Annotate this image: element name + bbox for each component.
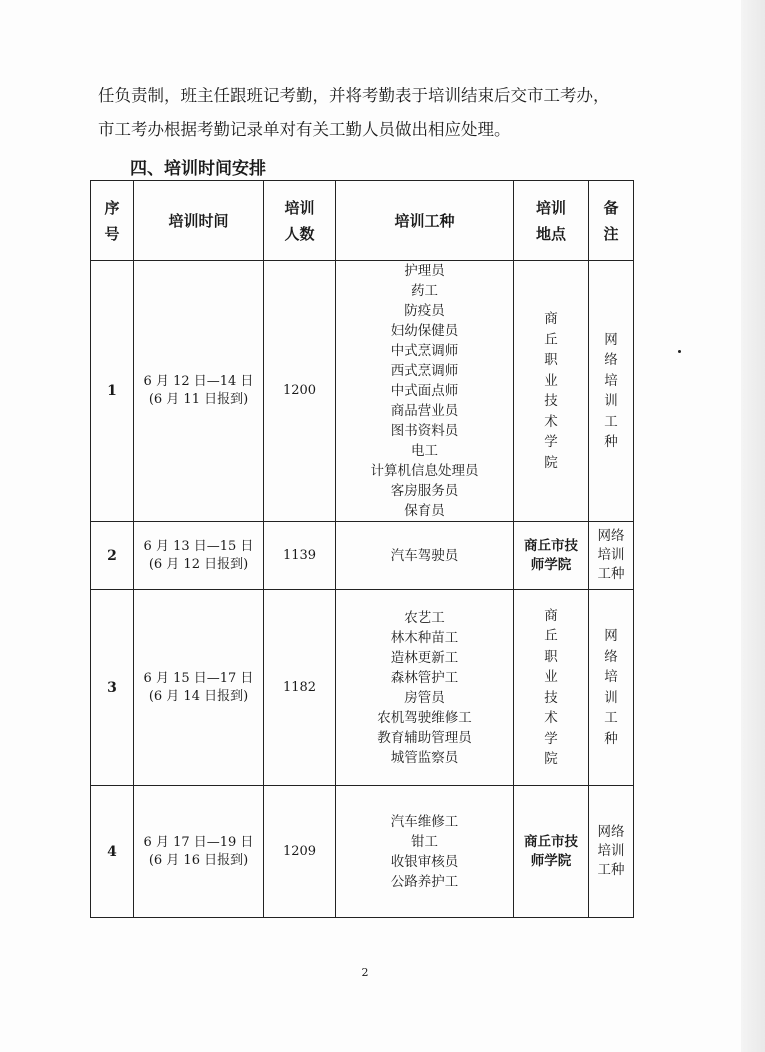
header-note: 备 注	[589, 181, 634, 261]
row-no: 3	[91, 590, 134, 786]
row-trades: 农艺工 林木种苗工 造林更新工 森林管护工 房管员 农机驾驶维修工 教育辅助管理员 城管监察员	[336, 590, 514, 786]
row-count: 1139	[264, 522, 336, 590]
table-row	[91, 786, 634, 918]
row-time: 6 月 15 日—17 日 (6 月 14 日报到)	[134, 590, 264, 786]
row-trades: 护理员 药工 防疫员 妇幼保健员 中式烹调师 西式烹调师 中式面点师 商品营业员 图书资料员 电工 计算机信息处理员 客房服务员 保育员	[336, 261, 514, 522]
scan-speck	[678, 350, 681, 353]
paragraph-line-1: 任负责制，班主任跟班记考勤，并将考勤表于培训结束后交市工考办，	[98, 86, 610, 105]
row-count: 1209	[264, 786, 336, 918]
table-row	[91, 261, 634, 522]
header-count: 培训 人数	[264, 181, 336, 261]
table-header-row	[91, 181, 634, 261]
page-number: 2	[361, 966, 369, 979]
row-location: 商 丘 职 业 技 术 学 院	[514, 590, 589, 786]
table-row	[91, 522, 634, 590]
row-no: 2	[91, 522, 134, 590]
row-time: 6 月 13 日—15 日 (6 月 12 日报到)	[134, 522, 264, 590]
row-count: 1200	[264, 261, 336, 522]
row-note: 网 络 培 训 工 种	[589, 261, 634, 522]
row-note: 网络 培训 工种	[589, 522, 634, 590]
row-time: 6 月 12 日—14 日 (6 月 11 日报到)	[134, 261, 264, 522]
row-note: 网络 培训 工种	[589, 786, 634, 918]
header-no: 序 号	[91, 181, 134, 261]
row-note: 网 络 培 训 工 种	[589, 590, 634, 786]
row-location: 商丘市技 师学院	[514, 786, 589, 918]
header-trade: 培训工种	[336, 181, 514, 261]
scan-edge-shadow	[741, 0, 765, 1052]
paragraph-line-2: 市工考办根据考勤记录单对有关工勤人员做出相应处理。	[98, 120, 511, 139]
table-row	[91, 590, 634, 786]
row-time: 6 月 17 日—19 日 (6 月 16 日报到)	[134, 786, 264, 918]
row-count: 1182	[264, 590, 336, 786]
row-no: 4	[91, 786, 134, 918]
training-schedule-table	[90, 180, 634, 918]
row-trades: 汽车驾驶员	[336, 522, 514, 590]
row-no: 1	[91, 261, 134, 522]
row-location: 商丘市技 师学院	[514, 522, 589, 590]
row-location: 商 丘 职 业 技 术 学 院	[514, 261, 589, 522]
row-trades: 汽车维修工 钳工 收银审核员 公路养护工	[336, 786, 514, 918]
header-time: 培训时间	[134, 181, 264, 261]
header-location: 培训 地点	[514, 181, 589, 261]
section-title: 四、培训时间安排	[130, 159, 266, 179]
